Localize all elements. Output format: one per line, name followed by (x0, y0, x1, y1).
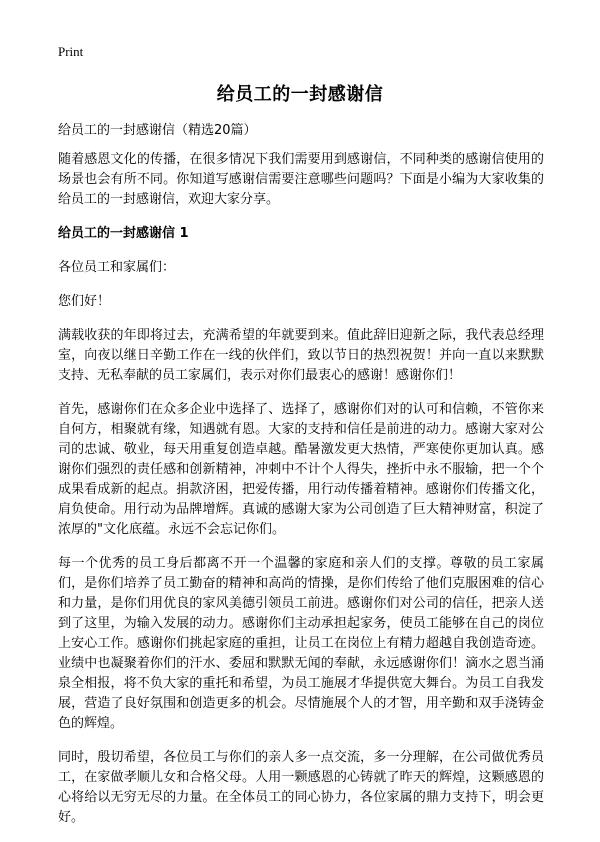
intro-paragraph: 随着感恩文化的传播，在很多情况下我们需要用到感谢信，不同种类的感谢信使用的场景也会有所不同。你知道写感谢信需要注意哪些问题吗？下面是小编为大家收集的给员工的一封感谢信，欢迎大家分享。 (58, 152, 544, 207)
article-subtitle: 给员工的一封感谢信（精选20篇） (58, 123, 257, 138)
print-link[interactable]: Print (58, 44, 84, 59)
body-paragraph: 首先，感谢你们在众多企业中选择了、选择了，感谢你们对的认可和信赖，不管你来自何方，相聚就有缘，知遇就有恩。大家的支持和信任是前进的动力。感谢大家对公司的忠诚、敬业，每天用重复创造卓越。酷暑激发更大热情，严寒使你更加认真。感谢你们强烈的责任感和创新精神，冲刺中不计个人得失，挫折中永不服输，把一个个成果看成新的起点。捐款济困，把爱传播，用行动传播着精神。感谢你们传播文化，肩负使命。用行动为品牌增辉。真诚的感谢大家为公司创造了巨大精神财富，积淀了浓厚的"文化底蕴。永远不会忘记你们。 (58, 402, 544, 537)
section-heading: 给员工的一封感谢信 1 (58, 226, 189, 241)
greeting: 您们好！ (58, 294, 111, 309)
article-body (58, 150, 544, 842)
salutation: 各位员工和家属们： (58, 260, 176, 275)
body-paragraph: 满载收获的年即将过去，充满希望的年就要到来。值此辞旧迎新之际，我代表总经理室，向夜以继日辛勤工作在一线的伙伴们，致以节日的热烈祝贺！并向一直以来默默支持、无私奉献的员工家属们，表示对你们最衷心的感谢！感谢你们！ (58, 328, 544, 383)
body-paragraph: 每一个优秀的员工身后都离不开一个温馨的家庭和亲人们的支撑。尊敬的员工家属们，是你们培养了员工勤奋的精神和高尚的情操，是你们传给了他们克服困难的信心和力量，是你们用优良的家风美德引领员工前进。感谢你们对公司的信任，把亲人送到了这里，为输入发展的动力。感谢你们主动承担起家务，使员工能够在自己的岗位上安心工作。感谢你们挑起家庭的重担，让员工在岗位上有精力超越自我创造奇迹。业绩中也凝聚着你们的汗水、委屈和默默无闻的奉献，永远感谢你们！滴水之恩当涌泉全相报，将不负大家的重托和希望，为员工施展才华提供宽大舞台。为员工自我发展，营造了良好氛围和创造更多的机会。尽情施展个人的才智，用辛勤和双手浇铸金色的辉煌。 (58, 556, 544, 731)
page-title: 给员工的一封感谢信 (216, 84, 384, 105)
body-paragraph: 同时，殷切希望，各位员工与你们的亲人多一点交流，多一分理解，在公司做优秀员工，在家做孝顺儿女和合格父母。人用一颗感恩的心铸就了昨天的辉煌，这颗感恩的心将给以无穷无尽的力量。在全体员工的同心协力，各位家属的鼎力支持下，明会更好。 (58, 750, 544, 825)
